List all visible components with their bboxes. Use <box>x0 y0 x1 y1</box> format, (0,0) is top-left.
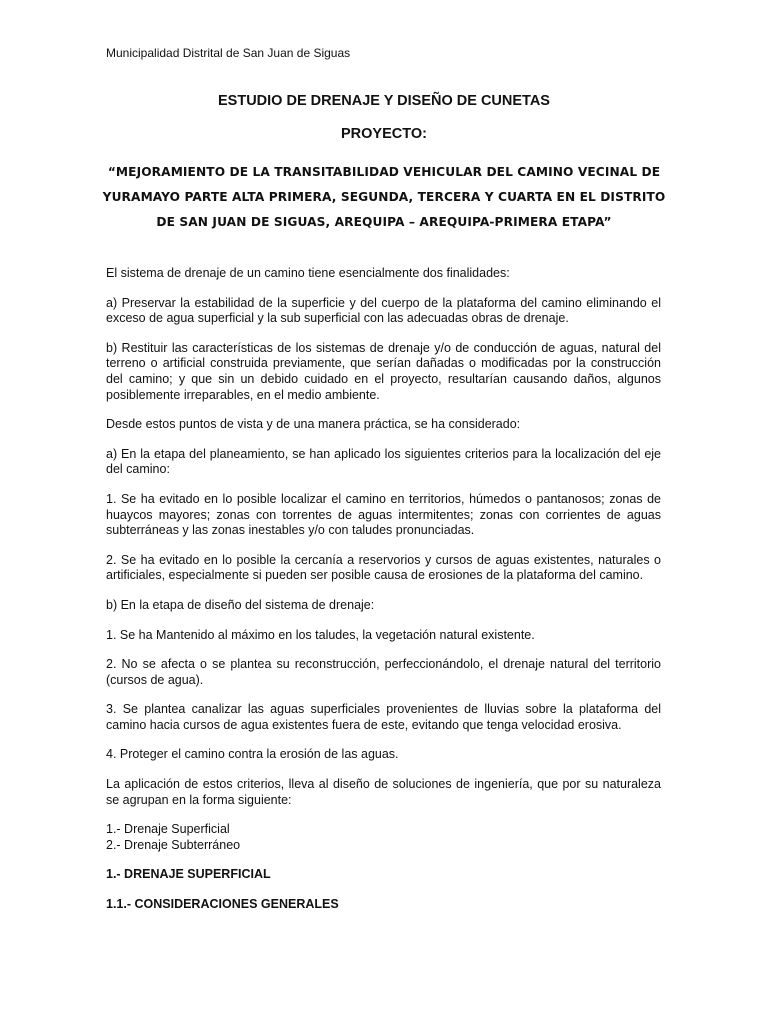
paragraph-viewpoint: Desde estos puntos de vista y de una manera práctica, se ha considerado: <box>106 417 521 432</box>
paragraph-criteria: La aplicación de estos criterios, lleva al diseño de soluciones de ingeniería, que por su naturaleza se agrupan en la forma siguiente: <box>106 777 661 807</box>
paragraph-planning-1: 1. Se ha evitado en lo posible localizar el camino en territorios, húmedos o pantanosos; zonas de huaycos mayores; zonas con torrentes de aguas intermitentes; zonas con corrientes de aguas subterráneas y las zonas inestables y/o con taludes pronunciadas. <box>106 491 661 538</box>
paragraph-design-4: 4. Proteger el camino contra la erosión de las aguas. <box>106 747 399 762</box>
document-body <box>106 266 661 927</box>
list-item: 2.- Drenaje Subterráneo <box>106 837 241 852</box>
document-title: ESTUDIO DE DRENAJE Y DISEÑO DE CUNETAS <box>218 93 550 109</box>
project-label: PROYECTO: <box>341 126 427 142</box>
paragraph-design: b) En la etapa de diseño del sistema de drenaje: <box>106 597 375 612</box>
paragraph-design-3: 3. Se plantea canalizar las aguas superficiales provenientes de lluvias sobre la plataforma del camino hacia cursos de agua existentes fuera de este, evitando que tenga velocidad erosiva. <box>106 702 661 732</box>
subsection-heading: 1.1.- CONSIDERACIONES GENERALES <box>106 897 339 912</box>
list-item: 1.- Drenaje Superficial <box>106 822 230 837</box>
section-heading: 1.- DRENAJE SUPERFICIAL <box>106 867 271 882</box>
paragraph-purpose-a: a) Preservar la estabilidad de la superficie y del cuerpo de la plataforma del camino eliminando el exceso de agua superficial y la sub superficial con las adecuadas obras de drenaje. <box>106 295 661 326</box>
project-name: “MEJORAMIENTO DE LA TRANSITABILIDAD VEHICULAR DEL CAMINO VECINAL DE YURAMAYO PARTE ALTA PRIMERA, SEGUNDA, TERCERA Y CUARTA EN EL DISTRITO DE SAN JUAN DE SIGUAS, AREQUIPA – AREQUIPA-PRIMERA ETAPA” <box>102 165 666 229</box>
running-header: Municipalidad Distrital de San Juan de Siguas <box>106 46 351 60</box>
paragraph-design-2: 2. No se afecta o se plantea su reconstrucción, perfeccionándolo, el drenaje natural del territorio (cursos de agua). <box>106 657 661 687</box>
paragraph-purpose-b: b) Restituir las características de los sistemas de drenaje y/o de conducción de aguas, natural del terreno o artificial construida previamente, que serían dañadas o modificadas por la construcción del camino; y que sin un debido cuidado en el proyecto, resultarían causando daños, algunos posiblemente irreparables, en el medio ambiente. <box>106 340 661 402</box>
paragraph-planning-2: 2. Se ha evitado en lo posible la cercanía a reservorios y cursos de aguas existentes, naturales o artificiales, especialmente si pueden ser posible causa de erosiones de la plataforma del camino. <box>106 552 661 583</box>
paragraph-design-1: 1. Se ha Mantenido al máximo en los taludes, la vegetación natural existente. <box>106 627 535 642</box>
paragraph-planning: a) En la etapa del planeamiento, se han aplicado los siguientes criterios para la localización del eje del camino: <box>106 446 661 477</box>
paragraph-intro: El sistema de drenaje de un camino tiene esencialmente dos finalidades: <box>106 266 510 280</box>
